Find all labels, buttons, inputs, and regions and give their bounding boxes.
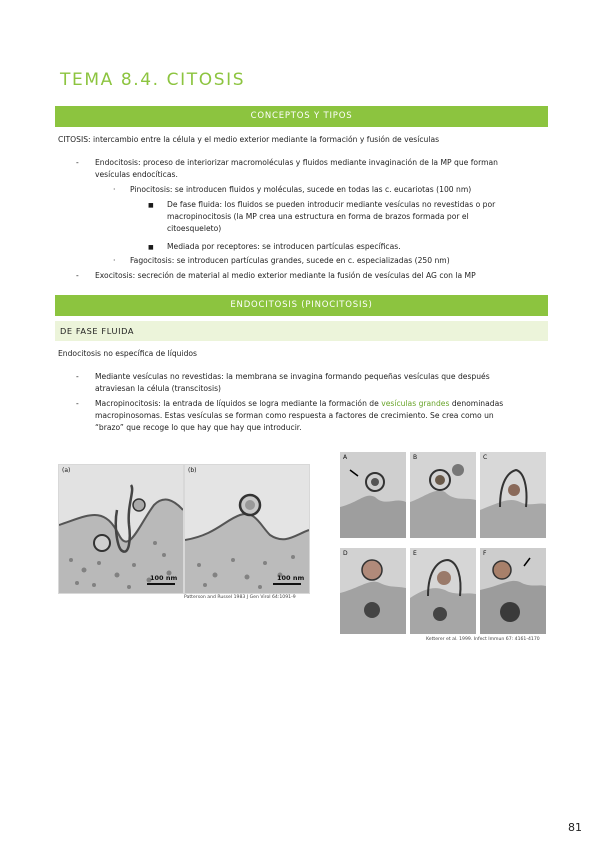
macropinocitosis-text-3: “brazo” que recoge lo que hay que hay que introducir. [95, 423, 302, 432]
fase-fluida-text: los fluidos se pueden introducir mediante vesículas no revestidas o por [222, 200, 496, 209]
scale-bar-label-b: 100 nm [277, 574, 305, 582]
figure-right-caption: Ketterer et al. 1999. Infect Immun 67: 4161-4170 [426, 637, 540, 642]
panel-letter-d: D [343, 550, 348, 557]
fase-fluida-item [167, 199, 495, 211]
exocitosis-text: secreción de material al medio exterior mediante la fusión de vesículas del AG con la MP [135, 271, 476, 280]
pinocitosis-text: se introducen fluidos y moléculas, sucede en todas las c. eucariotas (100 nm) [172, 185, 472, 194]
citosis-label: CITOSIS: [58, 135, 91, 144]
endocitosis-intro: Endocitosis no específica de líquidos [58, 349, 198, 358]
macropinocitosis-label: Macropinocitosis: [95, 399, 161, 408]
macropinocitosis-item [95, 398, 503, 410]
panel-letter-a: A [343, 454, 348, 461]
citosis-definition [58, 134, 439, 146]
vesiculas-grandes-highlight: vesículas grandes [381, 399, 450, 408]
endocitosis-label: Endocitosis: [95, 158, 141, 167]
receptores-text: se introducen partículas específicas. [259, 242, 401, 251]
citosis-text: intercambio entre la célula y el medio exterior mediante la formación y fusión de vesículas [90, 135, 440, 144]
macropinocitosis-text-b: denominadas [449, 399, 504, 408]
figure-label-a: (a) [62, 467, 71, 474]
page-title: TEMA 8.4. CITOSIS [60, 70, 246, 90]
fagocitosis-label: Fagocitosis: [130, 256, 175, 265]
section-header-conceptos: CONCEPTOS Y TIPOS [55, 106, 548, 127]
dash-bullet: - [76, 158, 79, 167]
figure-label-b: (b) [188, 467, 197, 474]
figure-left-caption: Patterson and Russel 1983 J Gen Virol 64:1091-9 [184, 595, 296, 600]
exocitosis-label: Exocitosis: [95, 271, 136, 280]
pinocitosis-label: Pinocitosis: [130, 185, 173, 194]
panel-letter-e: E [413, 550, 417, 557]
vesiculas-text-2: atraviesan la célula (transcitosis) [95, 384, 222, 393]
fagocitosis-text: se introducen partículas grandes, sucede en c. especializadas (250 nm) [174, 256, 450, 265]
vesiculas-no-revestidas-item [95, 371, 490, 383]
dash-bullet: - [76, 372, 79, 381]
fase-fluida-label: De fase fluida: [167, 200, 223, 209]
receptores-item [167, 241, 401, 253]
macropinocitosis-text-2: macropinosomas. Estas vesículas se forman como respuesta a factores de crecimiento. Se crea como un [95, 411, 494, 420]
endocitosis-text: proceso de interiorizar macromoléculas y fluidos mediante invaginación de la MP que forman [140, 158, 498, 167]
panel-letter-f: F [483, 550, 487, 557]
endocitosis-item [95, 157, 498, 169]
panel-letter-b: B [413, 454, 418, 461]
figure-right-grid [340, 452, 546, 634]
dash-bullet: - [76, 271, 79, 280]
pinocitosis-item [130, 184, 471, 196]
endocitosis-text-cont: vesículas endocíticas. [95, 170, 178, 179]
dot-bullet: · [113, 256, 116, 265]
scale-bar-label-a: 100 nm [150, 574, 178, 582]
section-header-endocitosis: ENDOCITOSIS (PINOCITOSIS) [55, 295, 548, 316]
vesiculas-label: Mediante vesículas no revestidas: [95, 372, 224, 381]
vesiculas-text: la membrana se invagina formando pequeñas vesículas que después [223, 372, 490, 381]
fase-fluida-text-3: citoesqueleto) [167, 224, 222, 233]
subsection-header-fase-fluida: DE FASE FLUIDA [55, 321, 548, 341]
dot-bullet: · [113, 185, 116, 194]
panel-letter-c: C [483, 454, 488, 461]
page-number: 81 [568, 821, 582, 834]
fagocitosis-item [130, 255, 450, 267]
macropinocitosis-text-a: la entrada de líquidos se logra mediante la formación de [160, 399, 382, 408]
exocitosis-item [95, 270, 476, 282]
square-bullet: ■ [148, 202, 154, 209]
receptores-label: Mediada por receptores: [167, 242, 260, 251]
square-bullet: ■ [148, 244, 154, 251]
fase-fluida-text-2: macropinocitosis (la MP crea una estructura en forma de brazos formada por el [167, 212, 469, 221]
dash-bullet: - [76, 399, 79, 408]
figure-right-image [340, 452, 546, 634]
